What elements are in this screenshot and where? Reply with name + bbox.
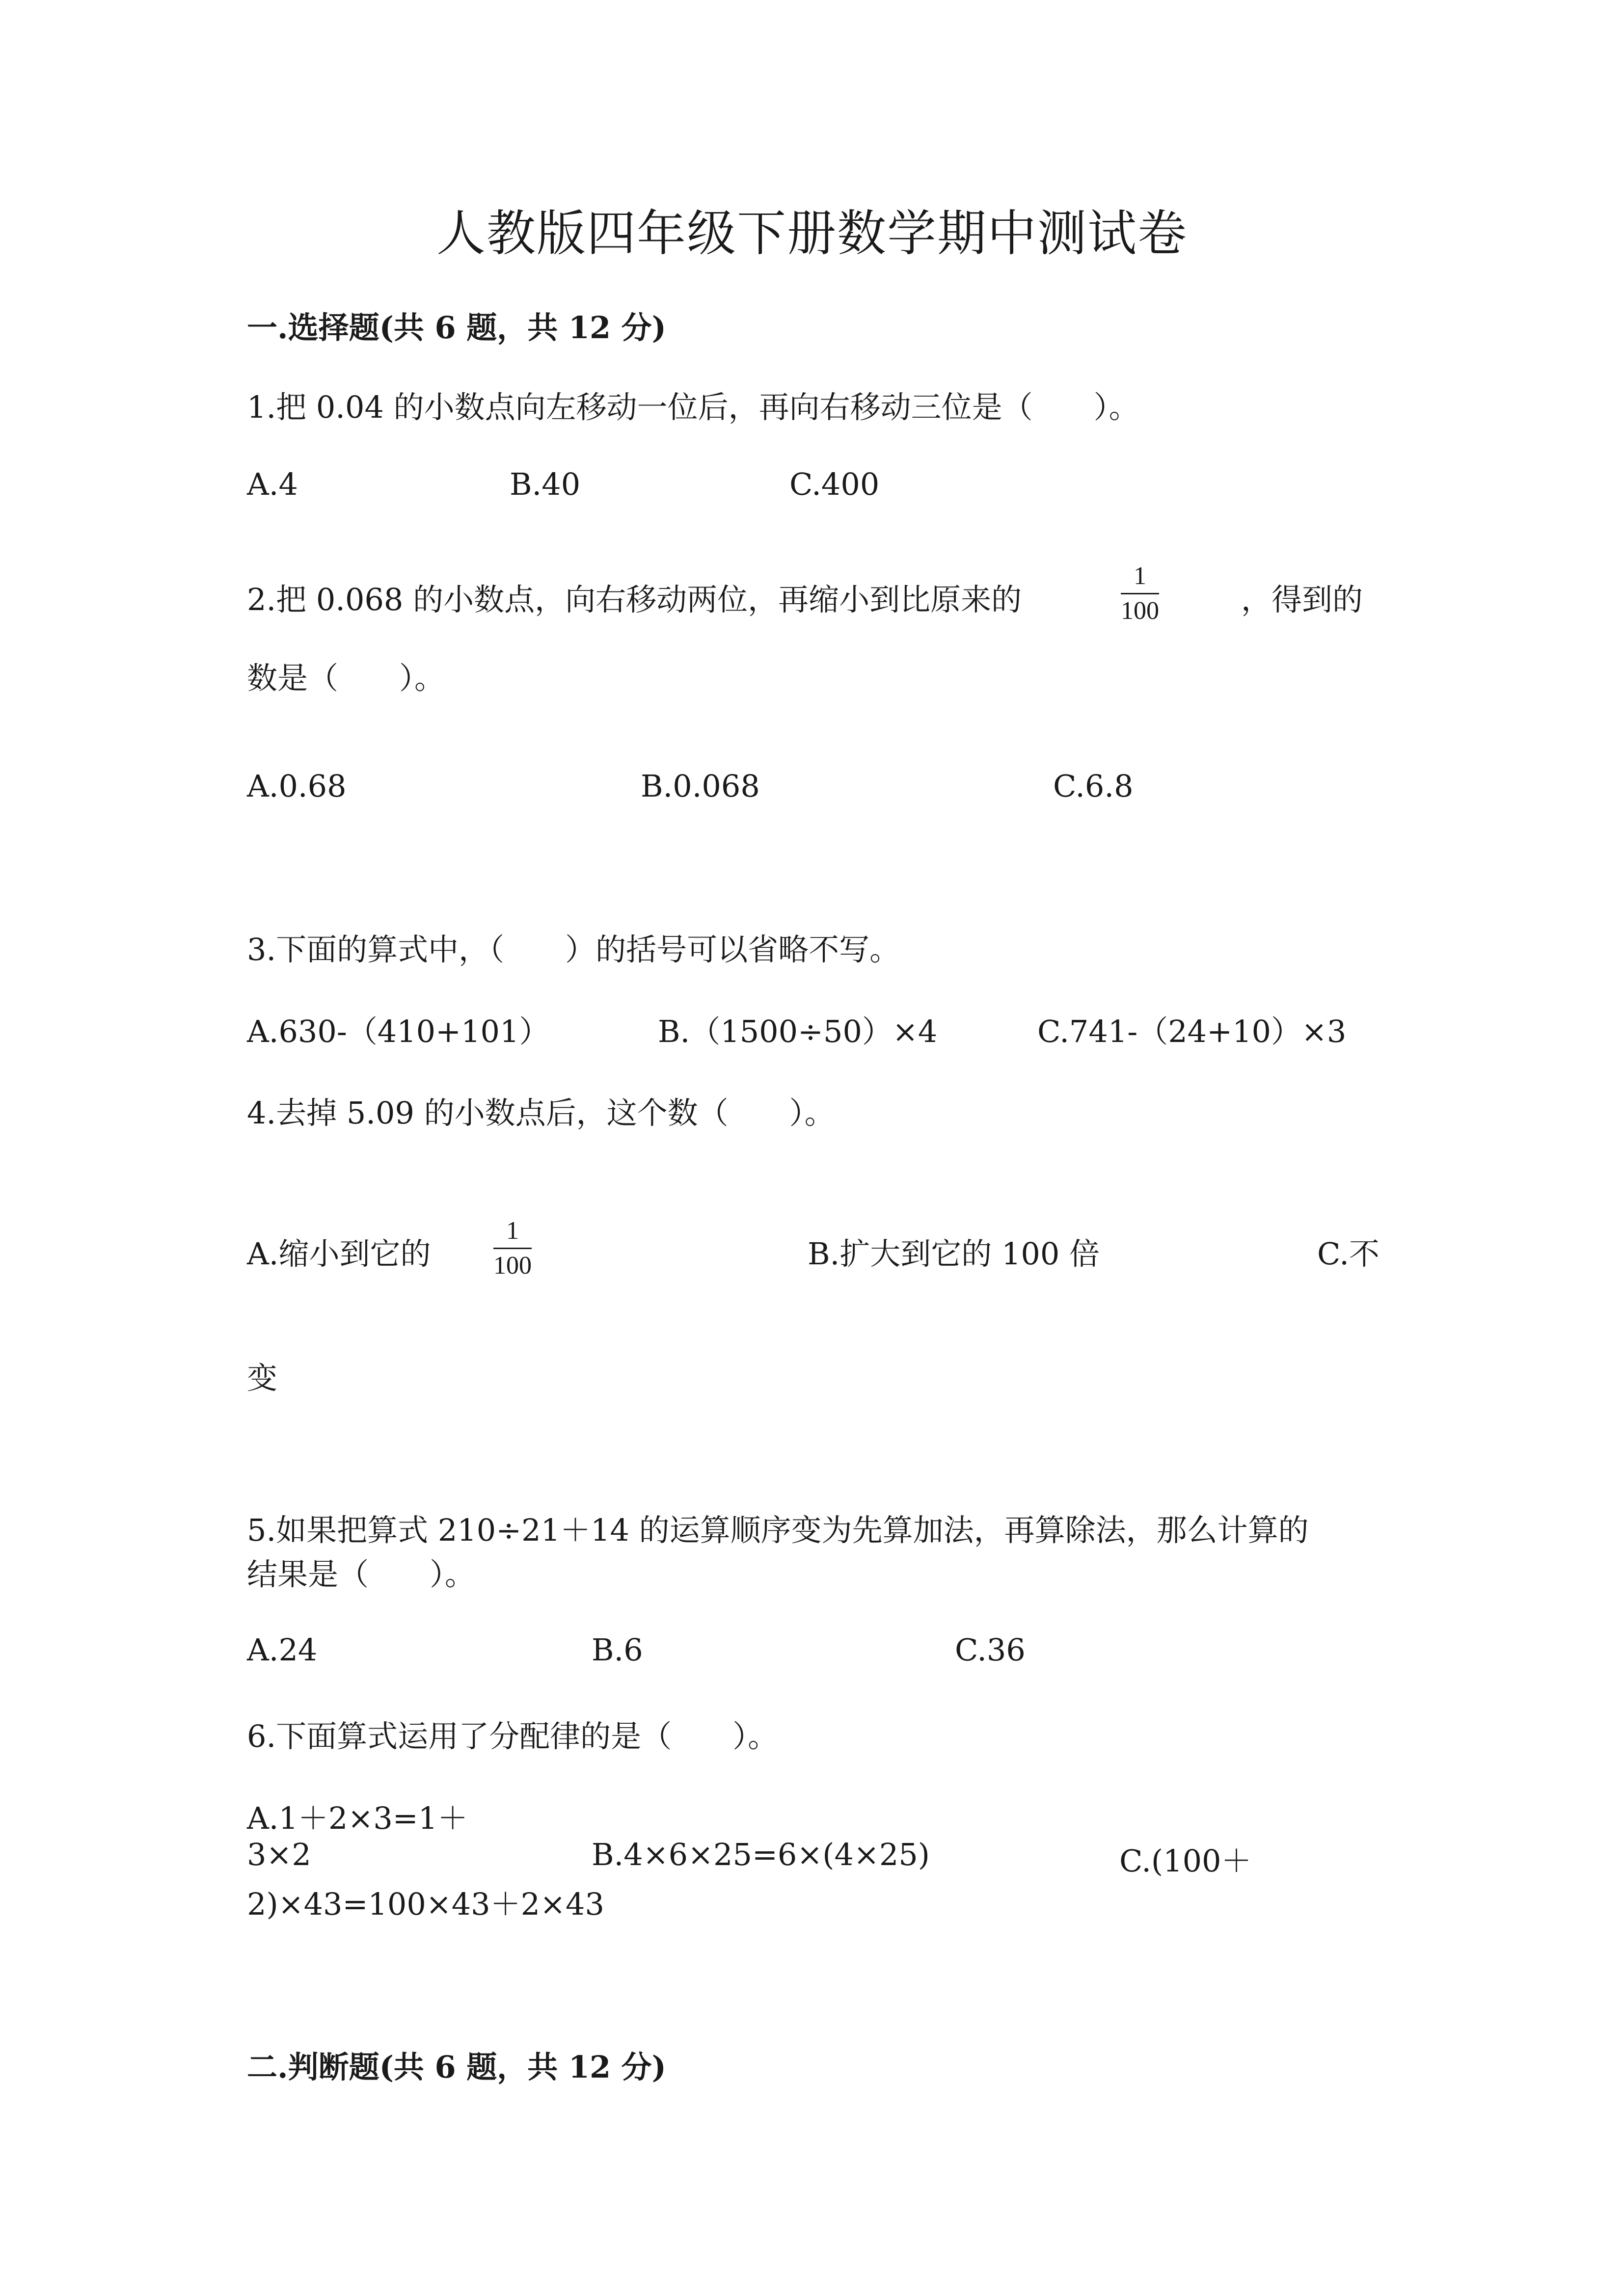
page-title: 人教版四年级下册数学期中测试卷 bbox=[436, 205, 1188, 262]
question-6-option-c-line1: C.(100＋ bbox=[1119, 1843, 1252, 1879]
fraction-denominator: 100 bbox=[493, 1252, 532, 1280]
question-6-stem: 6.下面算式运用了分配律的是（ ）。 bbox=[247, 1718, 779, 1754]
question-4-option-b: B.扩大到它的 100 倍 bbox=[808, 1236, 1100, 1272]
question-5-option-c: C.36 bbox=[955, 1632, 1026, 1668]
fraction-numerator: 1 bbox=[1134, 562, 1146, 590]
question-6-option-b: B.4×6×25=6×(4×25) bbox=[592, 1837, 930, 1872]
question-3-option-b: B.（1500÷50）×4 bbox=[658, 1014, 938, 1049]
question-2-option-a: A.0.68 bbox=[247, 768, 347, 804]
question-2-option-c: C.6.8 bbox=[1053, 768, 1134, 804]
question-1-option-a: A.4 bbox=[247, 466, 298, 502]
question-3-option-c: C.741-（24+10）×3 bbox=[1037, 1014, 1347, 1049]
question-1-option-c: C.400 bbox=[789, 466, 880, 502]
question-2-option-b: B.0.068 bbox=[641, 768, 760, 804]
question-2-stem-part1: 2.把 0.068 的小数点，向右移动两位，再缩小到比原来的 bbox=[247, 582, 1022, 617]
question-1-option-b: B.40 bbox=[510, 466, 581, 502]
question-5-stem-line2: 结果是（ ）。 bbox=[247, 1556, 476, 1592]
question-2-stem-part2: ，得到的 bbox=[1241, 582, 1363, 617]
question-2-stem-part3: 数是（ ）。 bbox=[247, 660, 445, 696]
question-5-option-b: B.6 bbox=[592, 1632, 643, 1668]
section-heading-choice: 一.选择题(共 6 题，共 12 分) bbox=[247, 310, 667, 346]
question-3-stem: 3.下面的算式中，（ ）的括号可以省略不写。 bbox=[247, 932, 900, 967]
section-heading-judgment: 二.判断题(共 6 题，共 12 分) bbox=[247, 2049, 667, 2085]
question-3-option-a: A.630-（410+101） bbox=[247, 1014, 550, 1049]
question-4-option-c-part2: 变 bbox=[247, 1360, 278, 1396]
question-4-option-a: A.缩小到它的 bbox=[247, 1236, 431, 1272]
question-6-option-c-line2: 2)×43=100×43＋2×43 bbox=[247, 1886, 604, 1922]
question-5-option-a: A.24 bbox=[247, 1632, 318, 1668]
question-2-fraction bbox=[1121, 563, 1159, 624]
fraction-numerator: 1 bbox=[506, 1217, 519, 1245]
question-4-fraction bbox=[493, 1218, 532, 1279]
question-6-option-a-line1: A.1＋2×3=1＋ bbox=[247, 1800, 468, 1836]
fraction-denominator: 100 bbox=[1121, 597, 1159, 625]
question-4-stem: 4.去掉 5.09 的小数点后，这个数（ ）。 bbox=[247, 1095, 835, 1131]
question-6-option-a-line2: 3×2 bbox=[247, 1837, 311, 1872]
question-1-stem: 1.把 0.04 的小数点向左移动一位后，再向右移动三位是（ ）。 bbox=[247, 389, 1139, 425]
question-4-option-c-part1: C.不 bbox=[1317, 1236, 1380, 1272]
question-5-stem-line1: 5.如果把算式 210÷21＋14 的运算顺序变为先算加法，再算除法，那么计算的 bbox=[247, 1512, 1309, 1548]
